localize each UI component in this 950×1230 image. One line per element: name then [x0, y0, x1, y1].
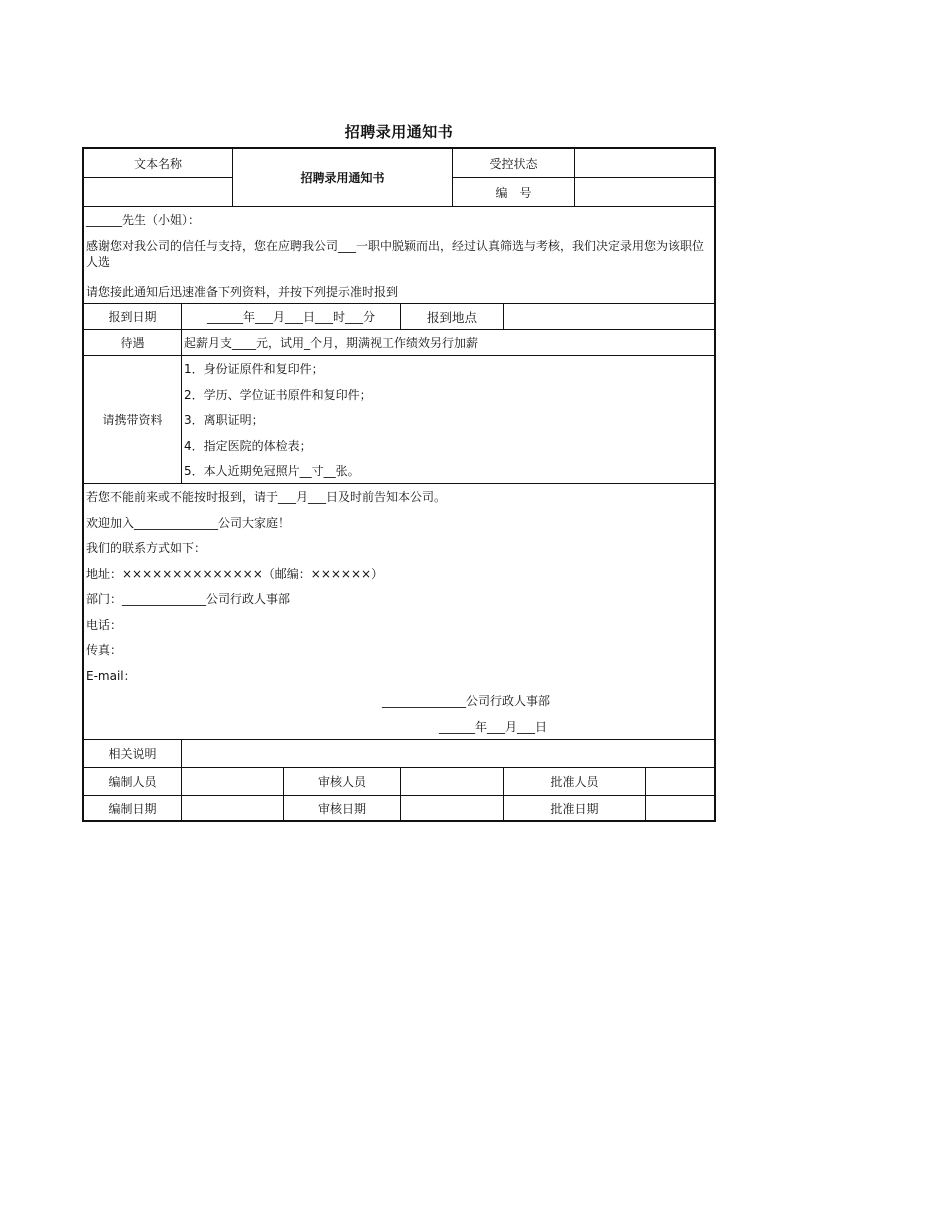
prepared-by-label: 编制人员 — [84, 768, 182, 796]
report-date-label: 报到日期 — [84, 304, 182, 330]
control-status-value[interactable] — [575, 149, 714, 178]
reviewed-by-label: 审核人员 — [284, 768, 401, 796]
phone-line: 电话： — [86, 618, 123, 632]
reviewed-date-label: 审核日期 — [284, 796, 401, 820]
closing-line: 欢迎加入______________公司大家庭！ — [86, 516, 291, 530]
prepared-date-label: 编制日期 — [84, 796, 182, 820]
text-name-label: 文本名称 — [84, 149, 233, 178]
salutation: ______先生（小姐）： — [86, 213, 201, 227]
prepared-by-value[interactable] — [182, 768, 284, 796]
reviewed-date-value[interactable] — [401, 796, 504, 820]
department-line: 部门：______________公司行政人事部 — [86, 592, 291, 606]
material-item: 3．离职证明； — [184, 413, 264, 427]
materials-list — [182, 356, 714, 484]
approved-date-value[interactable] — [646, 796, 714, 820]
letter-closing — [84, 484, 714, 740]
document-name: 招聘录用通知书 — [233, 149, 453, 207]
fax-line: 传真： — [86, 643, 123, 657]
approved-by-label: 批准人员 — [504, 768, 646, 796]
document-title: 招聘录用通知书 — [344, 123, 454, 141]
thanks-paragraph: 感谢您对我公司的信任与支持，您在应聘我公司___一职中脱颖而出，经过认真筛选与考核，我们决定录用您为该职位人选 — [86, 239, 705, 269]
email-line: E-mail： — [86, 669, 136, 683]
approved-by-value[interactable] — [646, 768, 714, 796]
report-date-value[interactable]: ______年___月___日___时___分 — [182, 304, 401, 330]
offer-letter-form — [82, 147, 716, 822]
closing-line: 若您不能前来或不能按时报到，请于___月___日及时前告知本公司。 — [86, 490, 447, 504]
control-status-label: 受控状态 — [453, 149, 575, 178]
notes-value[interactable] — [182, 740, 714, 768]
address-line: 地址：××××××××××××××（邮编：××××××） — [86, 567, 384, 581]
report-place-value[interactable] — [504, 304, 714, 330]
instruction-text: 请您接此通知后迅速准备下列资料，并按下列提示准时报到 — [86, 285, 399, 299]
text-name-value[interactable] — [84, 178, 233, 207]
number-value[interactable] — [575, 178, 714, 207]
number-label: 编 号 — [453, 178, 575, 207]
material-item: 5．本人近期免冠照片__寸__张。 — [184, 464, 360, 478]
materials-label: 请携带资料 — [84, 356, 182, 484]
material-item: 1．身份证原件和复印件； — [184, 362, 324, 376]
prepared-date-value[interactable] — [182, 796, 284, 820]
report-place-label: 报到地点 — [401, 304, 504, 330]
notes-label: 相关说明 — [84, 740, 182, 768]
material-item: 4．指定医院的体检表； — [184, 439, 312, 453]
approved-date-label: 批准日期 — [504, 796, 646, 820]
treatment-label: 待遇 — [84, 330, 182, 356]
sign-date-line: ______年___月___日 — [439, 720, 548, 734]
signature-line: ______________公司行政人事部 — [382, 694, 551, 708]
reviewed-by-value[interactable] — [401, 768, 504, 796]
material-item: 2．学历、学位证书原件和复印件； — [184, 388, 372, 402]
letter-intro — [84, 207, 714, 304]
treatment-value: 起薪月支____元，试用_个月，期满视工作绩效另行加薪 — [182, 330, 714, 356]
closing-line: 我们的联系方式如下： — [86, 541, 207, 555]
